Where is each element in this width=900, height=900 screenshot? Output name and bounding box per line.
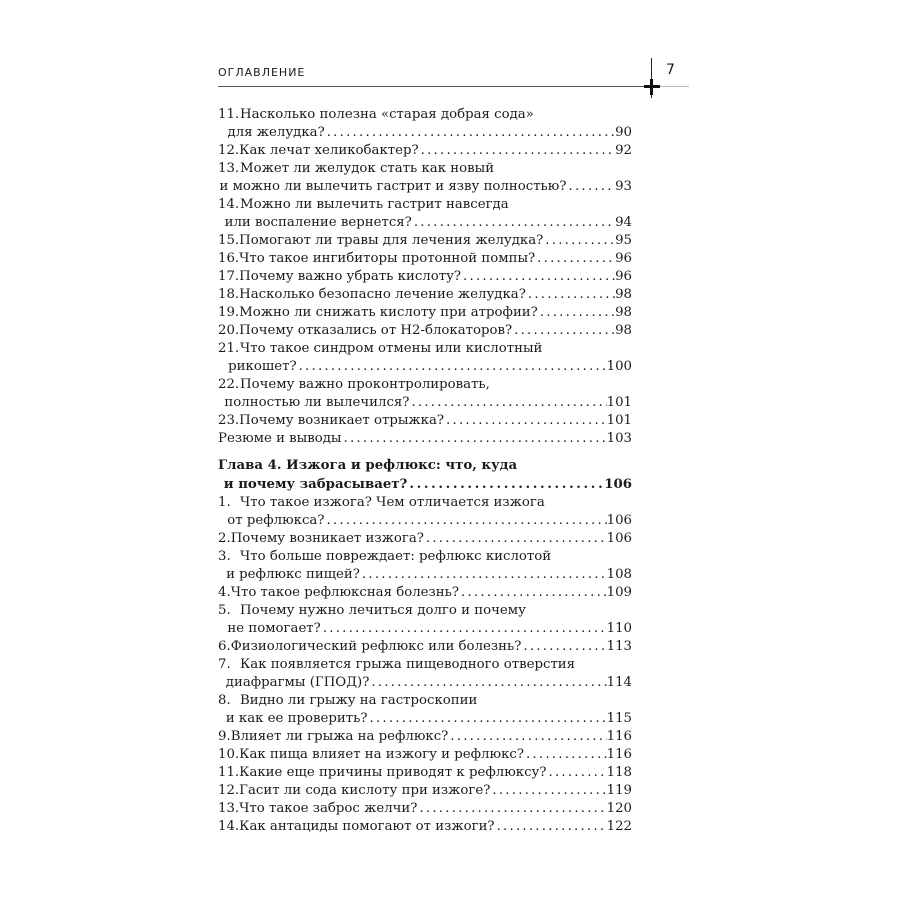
toc-entry-page: 120 (606, 801, 632, 816)
toc-entry-number: 12. (218, 783, 240, 798)
leader-dots (325, 124, 615, 142)
toc-entry-title: Можно ли вылечить гастрит навсегда (240, 197, 509, 212)
toc-entry-number: 13. (218, 801, 240, 816)
toc-entry-title: Почему нужно лечиться долго и почему (240, 603, 526, 618)
toc-entry (218, 232, 632, 250)
leader-dots (324, 512, 606, 530)
toc-entry-page: 94 (615, 215, 632, 230)
toc-entry-title: Резюме и выводы (218, 431, 342, 446)
leader-dots (461, 268, 615, 286)
leader-dots (543, 232, 615, 250)
toc-entry-page: 92 (615, 143, 632, 158)
toc-entry-page: 98 (615, 305, 632, 320)
leader-dots (424, 530, 607, 548)
toc-entry-title: Что такое ингибиторы протонной помпы? (239, 251, 536, 266)
toc-entry-page: 90 (615, 125, 632, 140)
toc-entry-title: Насколько полезна «старая добрая сода» (240, 107, 534, 122)
toc-entry-title: Что такое рефлюксная болезнь? (230, 585, 460, 600)
toc-entry-page: 114 (606, 675, 632, 690)
toc-entry-page: 96 (615, 251, 632, 266)
leader-dots (367, 710, 606, 728)
toc-entry-title: Что больше повреждает: рефлюкс кислотой (240, 549, 552, 564)
toc-entry-number: 6. (218, 639, 231, 654)
leader-dots (495, 818, 607, 836)
table-of-contents (218, 106, 632, 836)
toc-entry-number: 20. (218, 323, 240, 338)
toc-entry-title: Можно ли снижать кислоту при атрофии? (239, 305, 538, 320)
leader-dots (409, 394, 606, 412)
leader-dots (538, 304, 615, 322)
toc-entry-title: Помогают ли травы для лечения желудка? (239, 233, 544, 248)
toc-entry (218, 376, 632, 412)
toc-entry-number: 17. (218, 269, 240, 284)
toc-entry-page: 98 (615, 287, 632, 302)
toc-section-chapter4 (218, 494, 632, 836)
toc-entry-page: 110 (606, 621, 632, 636)
toc-entry-number: 8. (218, 693, 231, 708)
toc-entry-title: рикошет? (228, 359, 297, 374)
toc-entry (218, 818, 632, 836)
toc-entry (218, 494, 632, 530)
leader-dots (321, 620, 607, 638)
leader-dots (521, 638, 606, 656)
toc-entry-number: 11. (218, 107, 240, 122)
toc-entry-page: 103 (606, 431, 632, 446)
toc-entry-title: Гасит ли сода кислоту при изжоге? (239, 783, 491, 798)
toc-entry-number: 11. (218, 765, 240, 780)
toc-entry-title: или воспаление вернется? (224, 215, 412, 230)
toc-entry-page: 96 (615, 269, 632, 284)
toc-entry (218, 746, 632, 764)
page-number: 7 (666, 62, 675, 78)
toc-entry-number: 3. (218, 549, 231, 564)
toc-entry (218, 602, 632, 638)
toc-entry-page: 122 (606, 819, 632, 834)
toc-entry (218, 782, 632, 800)
chapter-title-line-2: и почему забрасывает? (223, 477, 408, 492)
toc-entry-page: 98 (615, 323, 632, 338)
leader-dots (448, 728, 606, 746)
toc-entry (218, 728, 632, 746)
leader-dots (342, 430, 607, 448)
toc-entry (218, 530, 632, 548)
toc-entry-number: 18. (218, 287, 240, 302)
chapter-page: 106 (604, 477, 632, 492)
toc-entry-title: Почему возникает изжога? (230, 531, 424, 546)
leader-dots (524, 746, 607, 764)
toc-entry-page: 109 (606, 585, 632, 600)
toc-entry-title: и рефлюкс пищей? (226, 567, 360, 582)
toc-entry-number: 21. (218, 341, 240, 356)
toc-entry (218, 340, 632, 376)
toc-entry-number: 9. (218, 729, 231, 744)
toc-entry (218, 548, 632, 584)
toc-entry-page: 100 (606, 359, 632, 374)
toc-entry-title: для желудка? (227, 125, 325, 140)
toc-entry-number: 10. (218, 747, 240, 762)
toc-entry-title: Почему возникает отрыжка? (239, 413, 445, 428)
toc-entry-title: полностью ли вылечился? (224, 395, 410, 410)
toc-entry (218, 656, 632, 692)
toc-entry (218, 322, 632, 340)
toc-entry (218, 160, 632, 196)
leader-dots (490, 782, 606, 800)
leader-dots (512, 322, 615, 340)
toc-entry-number: 1. (218, 495, 231, 510)
leader-dots (444, 412, 607, 430)
toc-entry (218, 106, 632, 142)
toc-entry-number: 4. (218, 585, 231, 600)
toc-entry-title: Почему важно проконтролировать, (240, 377, 490, 392)
leader-dots (297, 358, 607, 376)
toc-entry-number: 12. (218, 143, 240, 158)
toc-entry (218, 268, 632, 286)
toc-entry (218, 142, 632, 160)
toc-entry-title: Как пища влияет на изжогу и рефлюкс? (239, 747, 524, 762)
toc-entry-title: и можно ли вылечить гастрит и язву полностью? (219, 179, 567, 194)
toc-entry-title: Что такое заброс желчи? (239, 801, 418, 816)
toc-entry-title: Видно ли грыжу на гастроскопии (240, 693, 478, 708)
toc-entry-page: 118 (606, 765, 632, 780)
toc-entry (218, 800, 632, 818)
toc-entry (218, 196, 632, 232)
toc-section-chapter3 (218, 106, 632, 430)
toc-entry-number: 22. (218, 377, 240, 392)
leader-dots (567, 178, 616, 196)
leader-dots (419, 142, 615, 160)
toc-entry-page: 115 (606, 711, 632, 726)
toc-entry-page: 106 (606, 531, 632, 546)
toc-entry-number: 14. (218, 819, 240, 834)
toc-entry-page: 93 (615, 179, 632, 194)
leader-dots (412, 214, 615, 232)
toc-entry (218, 638, 632, 656)
toc-entry-title: Почему важно убрать кислоту? (239, 269, 462, 284)
running-header-title: ОГЛАВЛЕНИЕ (218, 66, 306, 79)
toc-entry-number: 13. (218, 161, 240, 176)
toc-entry (218, 412, 632, 430)
toc-entry-page: 95 (615, 233, 632, 248)
toc-entry-title: диафрагмы (ГПОД)? (225, 675, 370, 690)
toc-entry-number: 2. (218, 531, 231, 546)
toc-entry-title: Насколько безопасно лечение желудка? (239, 287, 526, 302)
toc-entry-title: не помогает? (227, 621, 321, 636)
toc-entry (218, 764, 632, 782)
toc-entry-title: Почему отказались от Н2-блокаторов? (239, 323, 513, 338)
toc-entry-number: 7. (218, 657, 231, 672)
chapter-title-line-1: Глава 4. Изжога и рефлюкс: что, куда (218, 458, 518, 473)
toc-entry-page: 108 (606, 567, 632, 582)
toc-entry-page: 113 (606, 639, 632, 654)
toc-entry-summary (218, 430, 632, 448)
leader-dots (360, 566, 607, 584)
toc-entry (218, 286, 632, 304)
registration-cross-icon (644, 79, 660, 95)
toc-entry-title: Физиологический рефлюкс или болезнь? (230, 639, 522, 654)
toc-entry-title: Как появляется грыжа пищеводного отверстия (240, 657, 576, 672)
toc-entry-title: Что такое изжога? Чем отличается изжога (240, 495, 545, 510)
toc-entry (218, 304, 632, 322)
toc-entry-title: Влияет ли грыжа на рефлюкс? (230, 729, 449, 744)
toc-entry (218, 692, 632, 728)
toc-entry-title: Как антациды помогают от изжоги? (239, 819, 495, 834)
leader-dots (535, 250, 615, 268)
toc-entry-title: от рефлюкса? (227, 513, 325, 528)
toc-entry (218, 250, 632, 268)
toc-entry-page: 116 (606, 747, 632, 762)
leader-dots (417, 800, 606, 818)
toc-entry-title: Как лечат хеликобактер? (239, 143, 419, 158)
header-rule (218, 86, 650, 87)
toc-entry-title: и как ее проверить? (225, 711, 368, 726)
toc-entry-title: Может ли желудок стать как новый (240, 161, 495, 176)
leader-dots (407, 475, 604, 494)
toc-entry-title: Что такое синдром отмены или кислотный (240, 341, 543, 356)
toc-entry-title: Какие еще причины приводят к рефлюксу? (239, 765, 547, 780)
toc-entry-number: 15. (218, 233, 240, 248)
toc-entry-page: 106 (606, 513, 632, 528)
toc-entry-page: 119 (606, 783, 632, 798)
toc-entry-number: 16. (218, 251, 240, 266)
toc-entry-number: 19. (218, 305, 240, 320)
toc-entry-number: 5. (218, 603, 231, 618)
toc-entry-number: 14. (218, 197, 240, 212)
toc-chapter-heading (218, 456, 632, 494)
toc-entry-page: 101 (606, 395, 632, 410)
leader-dots (459, 584, 607, 602)
toc-entry-number: 23. (218, 413, 240, 428)
leader-dots (546, 764, 606, 782)
toc-entry (218, 584, 632, 602)
toc-entry-page: 116 (606, 729, 632, 744)
leader-dots (369, 674, 606, 692)
toc-entry-page: 101 (606, 413, 632, 428)
leader-dots (526, 286, 615, 304)
